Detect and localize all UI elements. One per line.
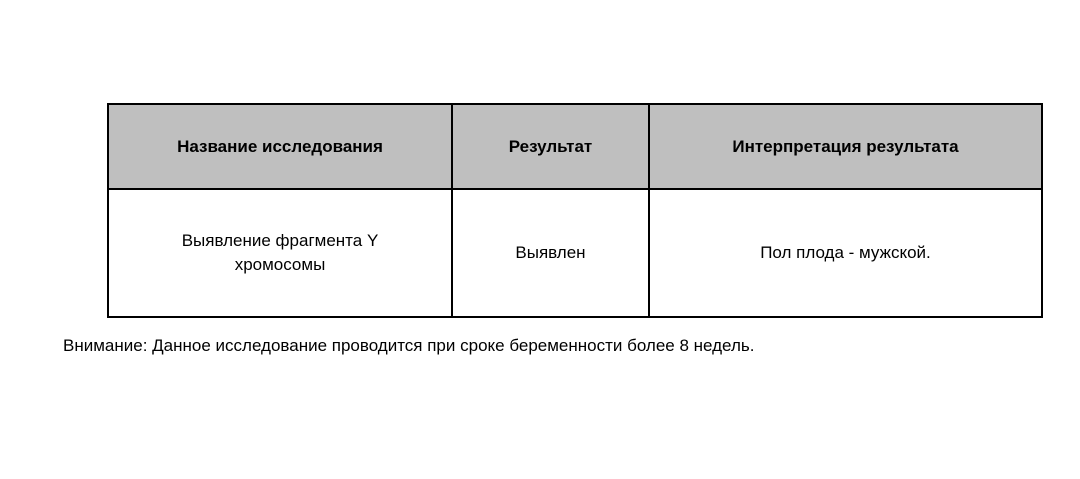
results-table bbox=[107, 103, 1043, 318]
table-row bbox=[108, 189, 1042, 317]
cell-test-name bbox=[108, 189, 452, 317]
test-name-text: Выявление фрагмента Y хромосомы bbox=[181, 231, 379, 274]
cell-result: Выявлен bbox=[452, 189, 649, 317]
table-header-row bbox=[108, 104, 1042, 189]
header-test-name: Название исследования bbox=[108, 104, 452, 189]
header-result: Результат bbox=[452, 104, 649, 189]
header-interpretation: Интерпретация результата bbox=[649, 104, 1042, 189]
cell-interpretation: Пол плода - мужской. bbox=[649, 189, 1042, 317]
attention-note: Внимание: Данное исследование проводится при сроке беременности более 8 недель. bbox=[63, 336, 755, 355]
